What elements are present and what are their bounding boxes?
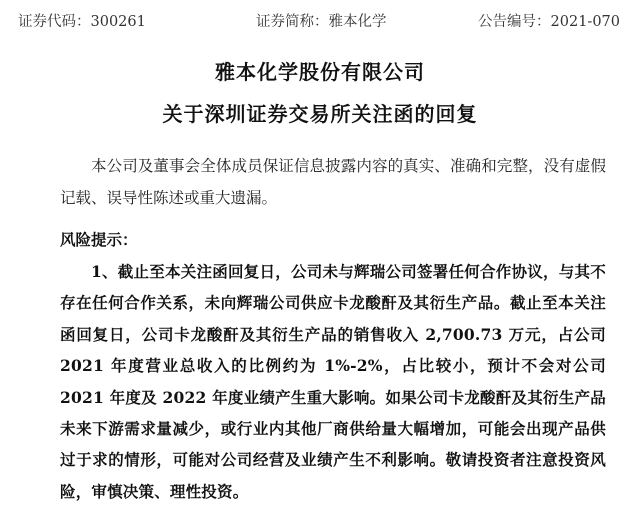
company-title: 雅本化学股份有限公司 bbox=[215, 60, 425, 84]
announcement-header bbox=[18, 10, 620, 32]
announcement-number: 公告编号：2021-070 bbox=[478, 14, 620, 30]
stock-abbreviation: 证券简称：雅本化学 bbox=[256, 14, 387, 30]
risk-heading: 风险提示： bbox=[60, 230, 138, 249]
document-title: 关于深圳证券交易所关注函的回复 bbox=[162, 102, 478, 126]
risk-item-1: 1、截止至本关注函回复日，公司未与辉瑞公司签署任何合作协议，与其不存在任何合作关系，未向辉瑞公司供应卡龙酸酐及其衍生产品。截止至本关注函回复日，公司卡龙酸酐及其衍生产品的销售收入 2,700.73 万元，占公司 2021 年度营业总收入的比例约为 1%-2%，占比较小，预计不会对公司 2021 年度及 2022 年度业绩产生重大影响。如果公司卡龙酸酐及其衍生产品未来下游需求量减少，或行业内其他厂商供给量大幅增加，可能会出现产品供过于求的情形，可能对公司经营及业绩产生不利影响。敬请投资者注意投资风险，审慎决策、理性投资。 bbox=[60, 262, 606, 501]
board-statement: 本公司及董事会全体成员保证信息披露内容的真实、准确和完整，没有虚假记载、误导性陈述或重大遗漏。 bbox=[60, 157, 606, 207]
stock-code: 证券代码：300261 bbox=[18, 14, 146, 30]
